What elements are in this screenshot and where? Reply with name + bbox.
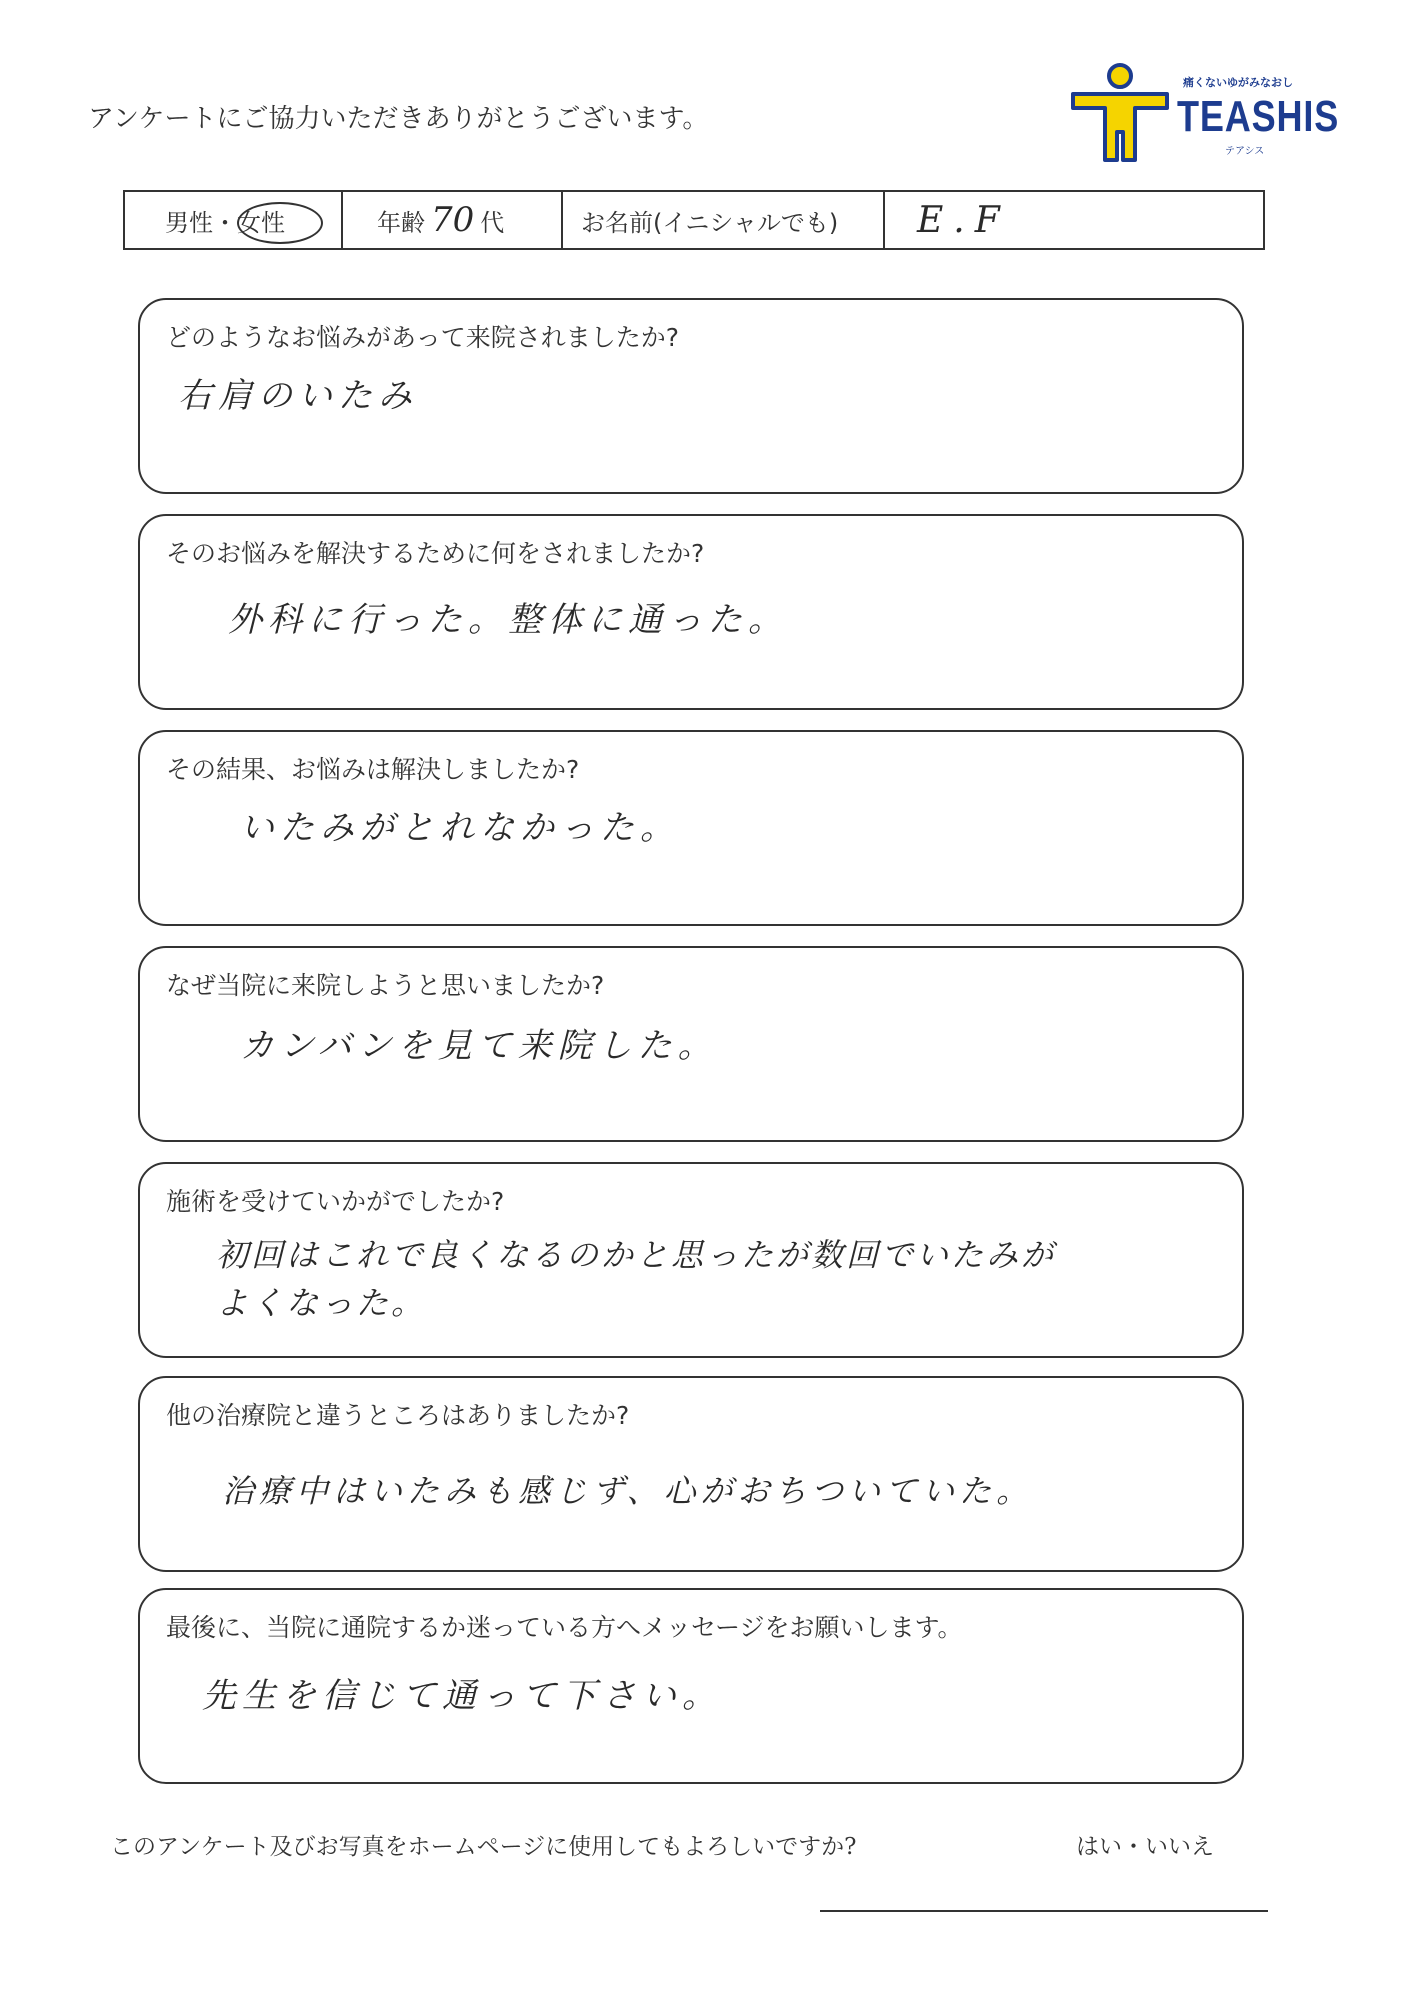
logo-tagline: 痛くないゆがみなおし [1183,76,1293,89]
logo-wordmark: TEASHIS [1177,92,1340,141]
question-label: 施術を受けていかがでしたか? [166,1187,505,1216]
question-label: 最後に、当院に通院するか迷っている方へメッセージをお願いします。 [166,1613,963,1642]
female-circled-mark [237,202,323,244]
age-label: 年齢 [377,208,425,237]
question-label: どのようなお悩みがあって来院されましたか? [166,323,680,352]
age-suffix: 代 [480,208,505,237]
logo-figure-icon [1065,62,1175,172]
gender-label: 男性・女性 [165,208,285,237]
question-box-2 [138,514,1244,710]
question-label: なぜ当院に来院しようと思いましたか? [166,971,605,1000]
consent-options: はい・いいえ [1076,1834,1214,1860]
question-box-4 [138,946,1244,1142]
teashis-logo [1065,62,1340,172]
question-answer: 治療中はいたみも感じず、心がおちついていた。 [222,1472,1034,1510]
question-box-5 [138,1162,1244,1358]
name-value: E.F [917,199,1010,241]
question-label: その結果、お悩みは解決しましたか? [166,755,580,784]
question-answer: カンバンを見て来院した。 [240,1026,718,1066]
question-label: そのお悩みを解決するために何をされましたか? [166,539,705,568]
consent-question: このアンケート及びお写真をホームページに使用してもよろしいですか? [110,1834,857,1860]
respondent-info-table [123,190,1265,250]
question-box-1 [138,298,1244,494]
question-answer: 外科に行った。整体に通った。 [228,600,788,640]
signature-line [820,1910,1268,1912]
question-answer: 先生を信じて通って下さい。 [202,1676,722,1716]
question-label: 他の治療院と違うところはありましたか? [166,1401,630,1430]
name-value-cell [885,192,1263,248]
question-box-3 [138,730,1244,926]
age-value: 70 [431,200,475,240]
question-box-7 [138,1588,1244,1784]
question-answer: いたみがとれなかった。 [240,808,680,848]
question-answer: 初回はこれで良くなるのかと思ったが数回でいたみが [216,1236,1057,1274]
question-answer-line2: よくなった。 [216,1284,427,1322]
gender-cell [125,192,343,248]
name-label-cell [563,192,885,248]
name-label: お名前(イニシャルでも) [581,208,839,237]
question-answer: 右肩のいたみ [178,376,418,416]
intro-text: アンケートにご協力いただきありがとうございます。 [88,104,709,134]
age-cell [343,192,563,248]
question-box-6 [138,1376,1244,1572]
logo-kana: テアシス [1225,146,1265,157]
